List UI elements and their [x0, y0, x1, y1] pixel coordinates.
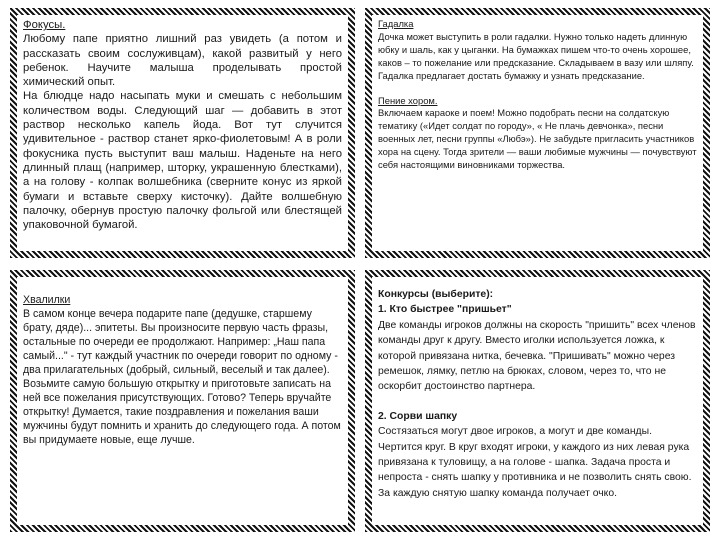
card-contests [365, 270, 710, 532]
card-paragraph: Две команды игроков должны на скорость "пришить" всех членов команды друг к другу. Вместо иголки используется ложка, к которой привязана нитка, бечевка. "Пришивать" можно через ремешок, лямку, петлю на брюках, словом, через то, что не оскорбит достоинство партнера. [378, 319, 696, 393]
card-paragraph: Состязаться могут двое игроков, а могут и две команды. Чертится круг. В круг входят игроки, у каждого из них левая рука привязана к туловищу, а на голове - шапка. Задача проста и непроста - снять шапку у противника и не позволить снять свою. За каждую снятую шапку команда получает очко. [378, 426, 692, 499]
card-title: Гадалка [378, 18, 414, 29]
card-tricks [10, 8, 355, 258]
card-title: Хвалилки [23, 294, 71, 306]
card-praises [10, 270, 355, 532]
card-paragraph: Дочка может выступить в роли гадалки. Нужно только надеть длинную юбку и шаль, как у цыганки. На бумажках пишем что-то очень хорошее, каков – то пожелание или предсказание. Складываем в вазу или шляпу. Гадалка предлагает достать бумажку и узнать предсказание. [378, 30, 694, 81]
card-paragraph: На блюдце надо насыпать муки и смешать с небольшим количеством воды. Следующий шаг — добавить в этот раствор несколько капель йода. Вот тут случится удивительное - раствор станет ярко-фиолетовым! А в роли фокусника пусть выступит ваш малыш. Наденьте на него длинный плащ (например, шторку, украшенную блестками), а на голову - колпак волшебника (сверните конус из яркой бумаги и вставьте сверху кисточку). Дайте волшебную палочку, обернув простую палочку фольгой или блестящей упаковочной бумагой. [23, 90, 342, 232]
card-paragraph: В самом конце вечера подарите папе (дедушке, старшему брату, дяде)... эпитеты. Вы произносите первую часть фразы, остальные по очереди ее продолжают. Например: „Наш папа самый..." - тут каждый участник по очереди говорит по одному - два прилагательных (добрый, сильный, веселый и так далее). Возьмите самую большую открытку и приготовьте записать на ней все пожелания присутствующих. Готово? Теперь вручайте открытку! Думается, такие поздравления и пожелания ваши мужчины будут помнить и хранить до следующего года. А потом вы придумаете новые, еще лучше. [23, 308, 341, 446]
card-subtitle: Пение хором. [378, 94, 438, 106]
card-subtitle: 2. Сорви шапку [378, 410, 458, 422]
card-fortune-teller [365, 8, 710, 258]
card-title: Конкурсы (выберите): [378, 289, 494, 300]
card-paragraph: Любому папе приятно лишний раз увидеть (а потом и рассказать своим сослуживцам), какой развитый у него ребенок. Научите малыша проделывать простой химический опыт. [23, 33, 342, 89]
card-paragraph: Включаем караоке и поем! Можно подобрать песни на солдатскую тематику («Идет солдат по городу», « Не плачь девчонка», песни военных лет, песни группы «Любэ»). Не забудьте пригласить участников хора на сцену. Тогда зрители — ваши любимые мужчины — почувствуют себя настоящими виновниками торжества. [378, 107, 697, 171]
card-subtitle: 1. Кто быстрее "пришьет" [378, 304, 512, 316]
card-title: Фокусы. [23, 19, 66, 31]
